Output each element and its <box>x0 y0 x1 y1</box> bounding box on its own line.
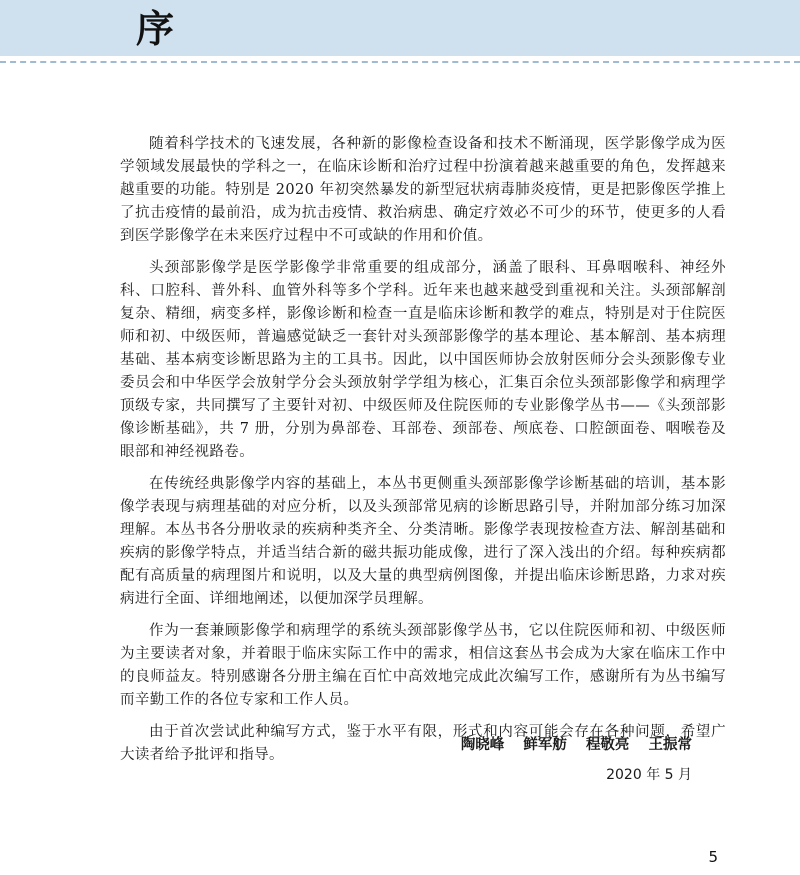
paragraph-4: 作为一套兼顾影像学和病理学的系统头颈部影像学丛书，它以住院医师和初、中级医师为主要读者对象，并着眼于临床实际工作中的需求，相信这套丛书会成为大家在临床工作中的良师益友。特别感谢各分册主编在百忙中高效地完成此次编写工作，感谢所有为丛书编写而辛勤工作的各位专家和工作人员。 <box>120 623 726 708</box>
page-number: 5 <box>708 848 718 866</box>
paragraph-1: 随着科学技术的飞速发展，各种新的影像检查设备和技术不断涌现，医学影像学成为医学领域发展最快的学科之一，在临床诊断和治疗过程中扮演着越来越重要的角色，发挥越来越重要的功能。特别是 2020 年初突然暴发的新型冠状病毒肺炎疫情，更是把影像医学推上了抗击疫情的最前沿，成为抗击疫情、救治病患、确定疗效必不可少的环节，使更多的人看到医学影像学在未来医疗过程中不可或缺的作用和价值。 <box>120 136 726 244</box>
signature-block <box>447 733 692 787</box>
header-divider <box>0 61 800 63</box>
preface-body <box>120 133 726 776</box>
author-name: 王振常 <box>648 737 692 753</box>
author-name: 鲜军舫 <box>523 737 567 753</box>
page-title: 序 <box>136 7 175 51</box>
signature-date: 2020 年 5 月 <box>606 767 692 783</box>
author-name: 程敬亮 <box>585 737 630 753</box>
paragraph-3: 在传统经典影像学内容的基础上，本丛书更侧重头颈部影像学诊断基础的培训，基本影像学表现与病理基础的对应分析，以及头颈部常见病的诊断思路引导，并附加部分练习加深理解。本丛书各分册收录的疾病种类齐全、分类清晰。影像学表现按检查方法、解剖基础和疾病的影像学特点，并适当结合新的磁共振功能成像，进行了深入浅出的介绍。每种疾病都配有高质量的病理图片和说明，以及大量的典型病例图像，并提出临床诊断思路，力求对疾病进行全面、详细地阐述，以便加深学员理解。 <box>120 476 726 607</box>
author-list <box>447 733 692 757</box>
header-band <box>0 0 800 56</box>
author-name: 陶晓峰 <box>460 737 505 753</box>
paragraph-5: 由于首次尝试此种编写方式，鉴于水平有限，形式和内容可能会存在各种问题，希望广大读者给予批评和指导。 <box>120 724 726 763</box>
paragraph-2: 头颈部影像学是医学影像学非常重要的组成部分，涵盖了眼科、耳鼻咽喉科、神经外科、口腔科、普外科、血管外科等多个学科。近年来也越来越受到重视和关注。头颈部解剖复杂、精细，病变多样，影像诊断和检查一直是临床诊断和教学的难点，特别是对于住院医师和初、中级医师，普遍感觉缺乏一套针对头颈部影像学的基本理论、基本解剖、基本病理基础、基本病变诊断思路为主的工具书。因此，以中国医师协会放射医师分会头颈影像专业委员会和中华医学会放射学分会头颈放射学学组为核心，汇集百余位头颈部影像学和病理学顶级专家，共同撰写了主要针对初、中级医师及住院医师的专业影像学丛书——《头颈部影像诊断基础》，共 7 册，分别为鼻部卷、耳部卷、颈部卷、颅底卷、口腔颌面卷、咽喉卷及眼部和神经视路卷。 <box>120 260 726 460</box>
